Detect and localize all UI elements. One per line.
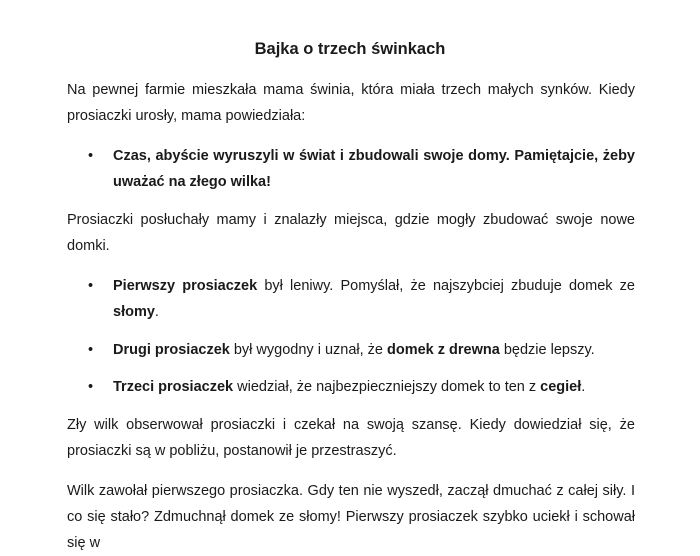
bullet-mother-speech bbox=[88, 143, 635, 195]
bullet-mother-speech-text: Czas, abyście wyruszyli w świat i zbudowali swoje domy. Pamiętajcie, żeby uważać na złego wilka! bbox=[113, 148, 635, 190]
document-title: Bajka o trzech świnkach bbox=[254, 40, 446, 58]
second-piglet-material: domek z drewna bbox=[387, 342, 500, 358]
first-piglet-desc: był leniwy. Pomyślał, że najszybciej zbuduje domek ze bbox=[257, 278, 635, 294]
paragraph-wolf-watched: Zły wilk obserwował prosiaczki i czekał na swoją szansę. Kiedy dowiedział się, że prosiaczki są w pobliżu, postanowił je przestraszyć. bbox=[67, 417, 635, 459]
first-piglet-material: słomy bbox=[113, 304, 155, 320]
bullet-second-piglet-text bbox=[113, 337, 635, 363]
second-piglet-end: będzie lepszy. bbox=[499, 342, 595, 358]
bullet-dot-icon: • bbox=[88, 148, 94, 164]
third-piglet-material: cegieł bbox=[540, 379, 582, 395]
bullet-third-piglet-text bbox=[113, 374, 635, 400]
paragraph-piglets-listened: Prosiaczki posłuchały mamy i znalazły miejsca, gdzie mogły zbudować swoje nowe domki. bbox=[67, 212, 635, 254]
bullet-second-piglet bbox=[88, 337, 635, 363]
first-piglet-end: . bbox=[154, 304, 159, 320]
bullet-third-piglet bbox=[88, 374, 635, 400]
second-piglet-desc: był wygodny i uznał, że bbox=[229, 342, 388, 358]
paragraph-intro: Na pewnej farmie mieszkała mama świnia, która miała trzech małych synków. Kiedy prosiaczki urosły, mama powiedziała: bbox=[67, 82, 635, 124]
bullet-first-piglet-text bbox=[113, 273, 635, 325]
bullet-dot-icon: • bbox=[88, 379, 94, 395]
second-piglet-name: Drugi prosiaczek bbox=[113, 342, 230, 358]
bullet-dot-icon: • bbox=[88, 342, 94, 358]
bullet-first-piglet bbox=[88, 273, 635, 325]
third-piglet-name: Trzeci prosiaczek bbox=[113, 379, 234, 395]
bullet-dot-icon: • bbox=[88, 278, 94, 294]
first-piglet-name: Pierwszy prosiaczek bbox=[113, 278, 258, 294]
third-piglet-desc: wiedział, że najbezpieczniejszy domek to ten z bbox=[233, 379, 541, 395]
third-piglet-end: . bbox=[581, 379, 586, 395]
paragraph-wolf-blew: Wilk zawołał pierwszego prosiaczka. Gdy ten nie wyszedł, zaczął dmuchać z całej siły. I co się stało? Zdmuchnął domek ze słomy! Pierwszy prosiaczek szybko uciekł i schował się w bbox=[67, 483, 635, 551]
